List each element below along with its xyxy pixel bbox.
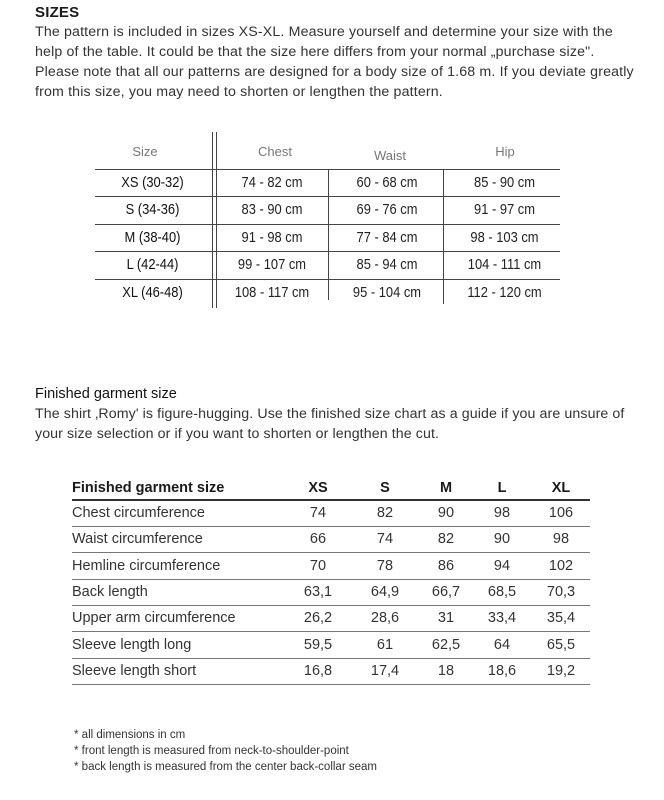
finished-garment-heading: Finished garment size xyxy=(35,386,177,402)
chest-value: 83 - 90 cm xyxy=(241,201,303,218)
measurement-value: 26,2 xyxy=(303,610,333,627)
waist-value: 95 - 104 cm xyxy=(352,284,422,301)
column-divider xyxy=(443,170,444,304)
measurement-value: 19,2 xyxy=(546,662,576,679)
chest-col-header: Chest xyxy=(258,144,292,159)
measurement-value: 90 xyxy=(493,531,511,548)
measurement-label: Back length xyxy=(72,583,148,600)
size-label: XS (30-32) xyxy=(121,174,184,191)
size-label: S (34-36) xyxy=(125,201,180,218)
measurement-value: 98 xyxy=(493,505,511,521)
measurement-value: 70 xyxy=(309,557,327,574)
measurement-value: 68,5 xyxy=(487,583,517,600)
measurement-value: 66 xyxy=(309,531,327,548)
size-col-header-xl: XL xyxy=(551,480,571,496)
column-divider xyxy=(328,170,329,300)
measurement-value: 31 xyxy=(437,610,455,627)
waist-value: 77 - 84 cm xyxy=(356,229,418,246)
chest-value: 99 - 107 cm xyxy=(237,256,307,273)
sizes-heading: SIZES xyxy=(35,4,80,21)
size-table xyxy=(95,130,565,310)
row-divider xyxy=(72,526,590,527)
measurement-value: 28,6 xyxy=(370,610,400,627)
footnote: * front length is measured from neck-to-shoulder-point xyxy=(74,745,349,757)
row-divider xyxy=(72,605,590,606)
measurement-label: Chest circumference xyxy=(72,505,205,521)
measurement-value: 62,5 xyxy=(431,636,461,653)
measurement-value: 102 xyxy=(548,557,574,574)
measurement-value: 18,6 xyxy=(487,662,517,679)
garment-col-header: Finished garment size xyxy=(72,480,225,496)
measurement-value: 90 xyxy=(437,505,455,521)
hip-value: 85 - 90 cm xyxy=(474,174,535,191)
hip-value: 104 - 111 cm xyxy=(467,256,542,273)
measurement-label: Waist circumference xyxy=(72,531,203,548)
header-divider xyxy=(72,499,590,501)
measurement-value: 70,3 xyxy=(546,583,576,600)
measurement-value: 16,8 xyxy=(303,662,333,679)
chest-value: 74 - 82 cm xyxy=(241,174,303,191)
sizes-intro-text: The pattern is included in sizes XS-XL. Measure yourself and determine your size with the help of the table. It could be that the size here differs from your normal „purchase size". Please note that all our patterns are designed for a body size of 1.68 m. If you deviate greatly from this size, you may need to shorten or lengthen the pattern. xyxy=(35,24,634,100)
finished-garment-intro-text: The shirt ‚Romy' is figure-hugging. Use the finished size chart as a guide if you are unsure of your size selection or if you want to shorten or lengthen the cut. xyxy=(35,406,625,442)
measurement-label: Upper arm circumference xyxy=(72,610,236,627)
measurement-value: 78 xyxy=(376,557,394,574)
footnote: * all dimensions in cm xyxy=(74,729,186,741)
column-divider xyxy=(212,132,213,308)
measurement-value: 74 xyxy=(309,505,327,521)
chest-value: 108 - 117 cm xyxy=(234,284,310,301)
hip-value: 91 - 97 cm xyxy=(474,201,535,218)
measurement-value: 94 xyxy=(493,557,511,574)
measurement-value: 86 xyxy=(437,557,455,574)
measurement-value: 82 xyxy=(437,531,455,548)
footnotes xyxy=(74,727,377,775)
measurement-label: Sleeve length short xyxy=(72,662,197,679)
row-divider xyxy=(72,684,590,685)
measurement-value: 82 xyxy=(376,505,394,521)
column-divider xyxy=(216,132,217,308)
footnote: * back length is measured from the center back-collar seam xyxy=(74,761,377,773)
measurement-value: 74 xyxy=(376,531,394,548)
row-divider xyxy=(72,552,590,553)
measurement-label: Sleeve length long xyxy=(72,636,192,653)
chest-value: 91 - 98 cm xyxy=(241,229,303,246)
measurement-value: 64,9 xyxy=(370,583,400,600)
row-divider xyxy=(72,579,590,580)
measurement-value: 17,4 xyxy=(370,662,400,679)
waist-col-header: Waist xyxy=(373,148,407,163)
measurement-value: 66,7 xyxy=(431,583,461,600)
waist-value: 60 - 68 cm xyxy=(356,174,418,191)
row-divider xyxy=(72,658,590,659)
hip-value: 112 - 120 cm xyxy=(467,284,542,301)
measurement-value: 59,5 xyxy=(303,636,333,653)
waist-value: 85 - 94 cm xyxy=(356,256,418,273)
size-col-header-m: M xyxy=(439,480,453,496)
hip-col-header: Hip xyxy=(495,144,515,159)
size-label: M (38-40) xyxy=(124,229,181,246)
hip-value: 98 - 103 cm xyxy=(470,229,539,246)
measurement-value: 33,4 xyxy=(487,610,517,627)
size-col-header-xs: XS xyxy=(308,480,328,496)
measurement-value: 18 xyxy=(437,662,455,679)
measurement-value: 61 xyxy=(376,636,394,653)
size-col-header-s: S xyxy=(380,480,390,496)
waist-value: 69 - 76 cm xyxy=(356,201,418,218)
size-col-header-l: L xyxy=(497,480,507,496)
measurement-value: 98 xyxy=(552,531,570,548)
measurement-value: 64 xyxy=(493,636,511,653)
size-label: XL (46-48) xyxy=(122,284,183,301)
measurement-value: 35,4 xyxy=(546,610,576,627)
measurement-value: 106 xyxy=(548,505,574,521)
measurement-label: Hemline circumference xyxy=(72,557,221,574)
row-divider xyxy=(72,631,590,632)
size-col-header: Size xyxy=(132,144,158,159)
measurement-value: 65,5 xyxy=(546,636,576,653)
measurement-value: 63,1 xyxy=(303,583,333,600)
size-label: L (42-44) xyxy=(126,256,179,273)
